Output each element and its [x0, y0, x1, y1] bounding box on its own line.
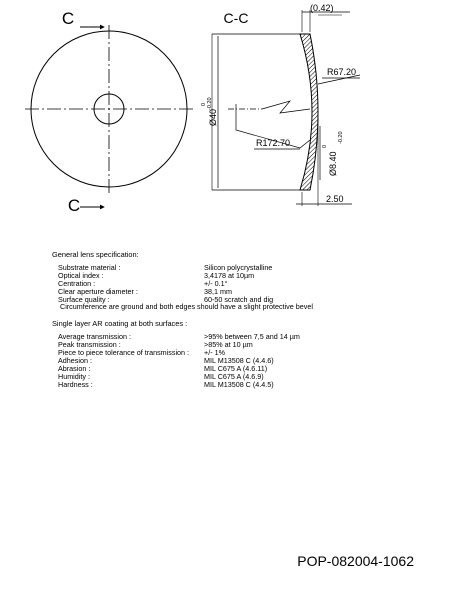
coating-spec-value: MIL C675 A (4.6.11) — [204, 364, 268, 373]
front-view — [25, 9, 193, 215]
coating-spec-label: Piece to piece tolerance of transmission : — [58, 348, 190, 357]
general-spec-label: Substrate material : — [58, 263, 121, 272]
coating-spec-value: MIL C675 A (4.6.9) — [204, 372, 264, 381]
section-letter-top: C — [61, 9, 75, 28]
dim-top-text: (0.42) — [310, 3, 334, 13]
section-letter-bottom: C — [67, 196, 81, 215]
dim-dia-inner-tol-hi: 0 — [322, 144, 328, 148]
general-spec-label: Clear aperture diameter : — [58, 287, 138, 296]
dim-dia-outer-tol-lo: -0.20 — [207, 97, 213, 110]
coating-spec-label: Adhesion : — [58, 356, 92, 365]
dim-r1-text: R67.20 — [327, 67, 357, 77]
dim-dia-outer-text: Ø40 — [208, 108, 218, 126]
coating-spec-heading: Single layer AR coating at both surfaces : — [52, 319, 188, 328]
general-spec-note: Circumference are ground and both edges should have a slight protective bevel — [60, 302, 313, 311]
technical-drawing — [0, 0, 462, 240]
dim-dia-outer-tol-hi: 0 — [201, 102, 207, 106]
coating-spec-value: MIL M13508 C (4.4.5) — [204, 380, 274, 389]
coating-spec-value: >85% at 10 µm — [204, 340, 253, 349]
document-number: POP-082004-1062 — [297, 553, 414, 569]
lens-section — [300, 34, 318, 190]
coating-spec-label: Peak transmission : — [58, 340, 121, 349]
coating-spec-value: MIL M13508 C (4.4.6) — [204, 356, 274, 365]
general-spec-label: Centration : — [58, 279, 96, 288]
general-spec-value: 60-50 scratch and dig — [204, 295, 274, 304]
section-title: C-C — [223, 10, 249, 26]
dim-thickness-text: 2.50 — [326, 194, 344, 204]
general-spec-value: +/- 0.1° — [204, 279, 228, 288]
dim-dia-inner-text: Ø8.40 — [328, 151, 338, 176]
general-spec-label: Surface quality : — [58, 295, 110, 304]
general-spec-value: 3,4178 at 10µm — [204, 271, 255, 280]
coating-spec-label: Average transmission : — [58, 332, 131, 341]
section-view — [201, 3, 360, 206]
dim-dia-inner-tol-lo: -0.20 — [338, 131, 344, 144]
general-spec-label: Optical index : — [58, 271, 104, 280]
general-spec-heading: General lens specification: — [52, 250, 139, 259]
general-spec-value: 38,1 mm — [204, 287, 232, 296]
coating-spec-value: >95% between 7,5 and 14 µm — [204, 332, 300, 341]
coating-spec-label: Humidity : — [58, 372, 90, 381]
coating-spec-value: +/- 1% — [204, 348, 225, 357]
section-centerline-break — [262, 101, 310, 113]
coating-spec-label: Hardness : — [58, 380, 93, 389]
coating-spec-label: Abrasion : — [58, 364, 91, 373]
dim-r2-text: R172.70 — [256, 138, 291, 148]
general-spec-value: Silicon polycrystalline — [204, 263, 273, 272]
